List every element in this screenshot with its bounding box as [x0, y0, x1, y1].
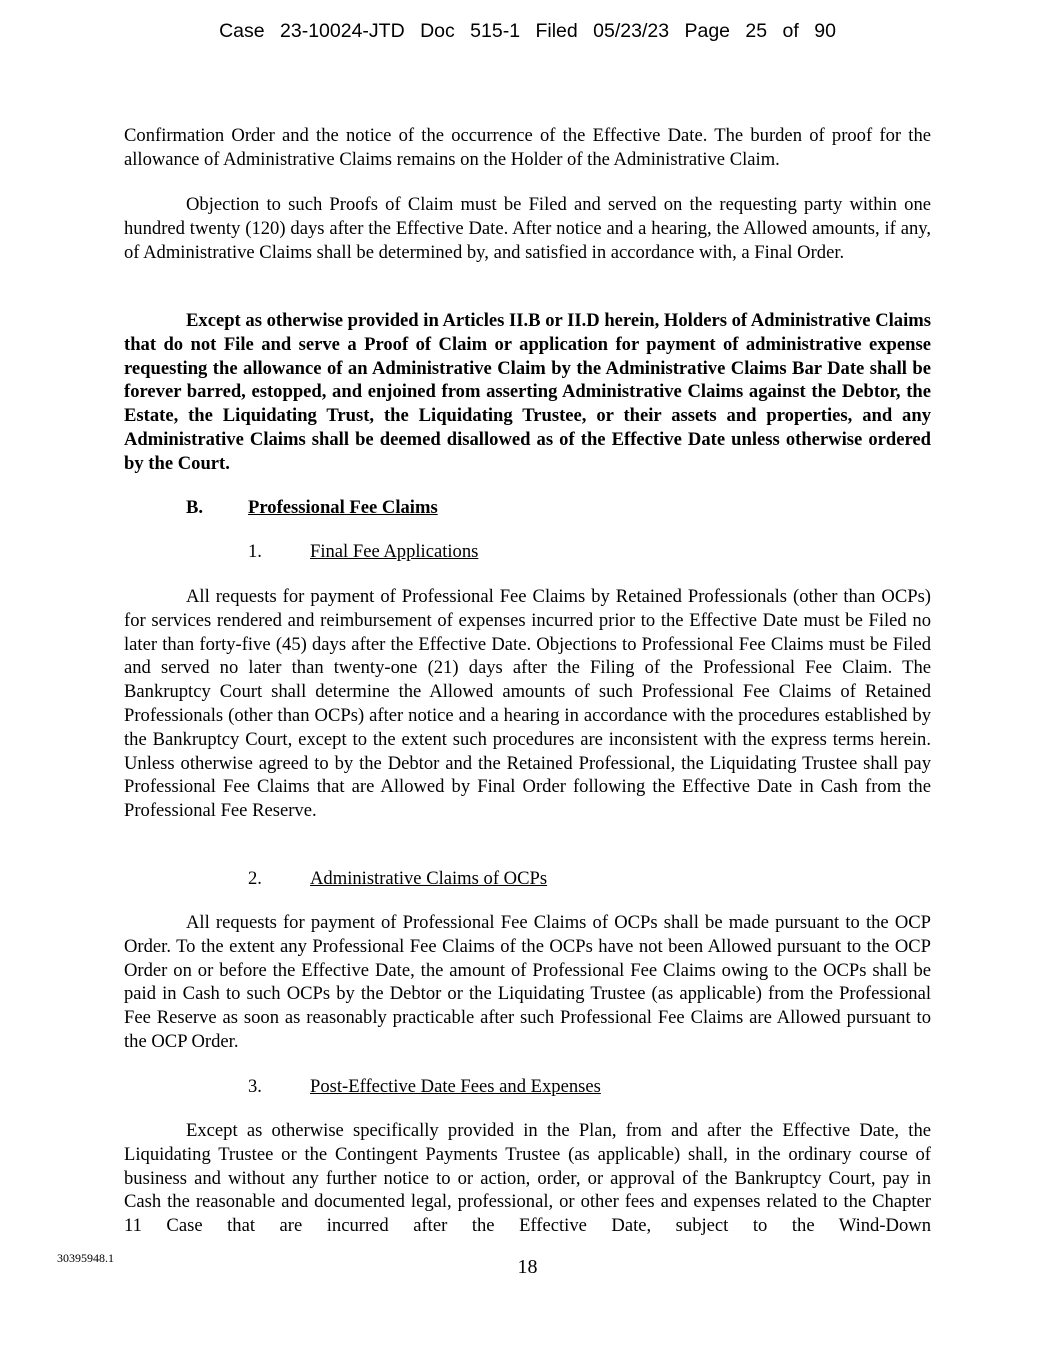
page-number: 18	[517, 1256, 538, 1278]
section-number: B.	[186, 497, 204, 518]
subsection-title: Administrative Claims of OCPs	[310, 868, 548, 889]
subsection-title: Final Fee Applications	[310, 541, 479, 562]
paragraph: Confirmation Order and the notice of the occurrence of the Effective Date. The burden of proof for the allowance of Administrative Claims remains on the Holder of the Administrative Claim.	[124, 125, 931, 170]
paragraph: Except as otherwise specifically provided in the Plan, from and after the Effective Date, the Liquidating Trustee or the Contingent Payments Trustee (as applicable) shall, in the ordinary course of business and without any further notice to or action, order, or approval of the Bankruptcy Court, pay in Cash the reasonable and documented legal, professional, or other fees and expenses related to the Chapter 11 Case that are incurred after the Effective Date, subject to the Wind-Down	[124, 1120, 931, 1237]
paragraph: Objection to such Proofs of Claim must be Filed and served on the requesting party within one hundred twenty (120) days after the Effective Date. After notice and a hearing, the Allowed amounts, if any, of Administrative Claims shall be determined by, and satisfied in accordance with, a Final Order.	[124, 194, 931, 263]
subsection-number: 1.	[248, 541, 262, 562]
case-header: Case 23-10024-JTD Doc 515-1 Filed 05/23/23 Page 25 of 90	[219, 20, 836, 42]
section-title: Professional Fee Claims	[248, 497, 438, 518]
paragraph: All requests for payment of Professional Fee Claims by Retained Professionals (other than OCPs) for services rendered and reimbursement of expenses incurred prior to the Effective Date must be Filed no later than forty-five (45) days after the Effective Date. Objections to Professional Fee Claims must be Filed and served no later than twenty-one (21) days after the Filing of the Professional Fee Claim. The Bankruptcy Court shall determine the Allowed amounts of such Professional Fee Claims of Retained Professionals (other than OCPs) after notice and a hearing in accordance with the procedures established by the Bankruptcy Court, except to the extent such procedures are inconsistent with the express terms herein. Unless otherwise agreed to by the Debtor and the Retained Professional, the Liquidating Trustee shall pay Professional Fee Claims that are Allowed by Final Order following the Effective Date in Cash from the Professional Fee Reserve.	[124, 586, 931, 822]
subsection-title: Post-Effective Date Fees and Expenses	[310, 1076, 601, 1097]
subsection-number: 2.	[248, 868, 262, 889]
paragraph: All requests for payment of Professional Fee Claims of OCPs shall be made pursuant to the OCP Order. To the extent any Professional Fee Claims of the OCPs have not been Allowed pursuant to the OCP Order on or before the Effective Date, the amount of Professional Fee Claims owing to the OCPs shall be paid in Cash to such OCPs by the Debtor or the Liquidating Trustee (as applicable) from the Professional Fee Reserve as soon as reasonably practicable after such Professional Fee Claims are Allowed pursuant to the OCP Order.	[124, 912, 931, 1052]
bold-paragraph: Except as otherwise provided in Articles II.B or II.D herein, Holders of Administrative Claims that do not File and serve a Proof of Claim or application for payment of administrative expense requesting the allowance of an Administrative Claim by the Administrative Claims Bar Date shall be forever barred, estopped, and enjoined from asserting Administrative Claims against the Debtor, the Estate, the Liquidating Trust, the Liquidating Trustee, or their assets and properties, and any Administrative Claims shall be deemed disallowed as of the Effective Date unless otherwise ordered by the Court.	[124, 310, 931, 474]
document-id: 30395948.1	[57, 1251, 114, 1265]
subsection-number: 3.	[248, 1076, 262, 1097]
